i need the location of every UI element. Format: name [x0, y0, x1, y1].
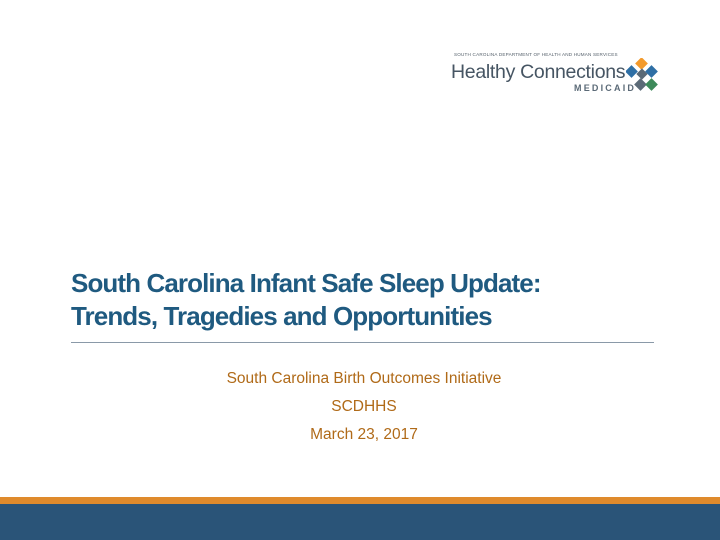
- logo-department-text: SOUTH CAROLINA DEPARTMENT OF HEALTH AND HUMAN SERVICES: [454, 52, 618, 57]
- title-line-1: South Carolina Infant Safe Sleep Update:: [71, 268, 541, 298]
- title-line-2: Trends, Tragedies and Opportunities: [71, 301, 492, 331]
- logo-medicaid-text: MEDICAID: [574, 83, 637, 93]
- title-divider: [71, 342, 654, 343]
- subtitle-date: March 23, 2017: [310, 426, 418, 443]
- slide-subtitle: [0, 365, 720, 449]
- healthy-connections-logo: [448, 52, 668, 98]
- logo-name-text: Healthy Connections: [451, 61, 626, 83]
- subtitle-agency: SCDHHS: [331, 398, 397, 415]
- footer-accent-bar: [0, 497, 720, 504]
- subtitle-organization: South Carolina Birth Outcomes Initiative: [226, 370, 502, 387]
- footer-bar: [0, 504, 720, 540]
- x-diamond-logo-icon: [626, 58, 662, 94]
- slide-title: [71, 267, 661, 333]
